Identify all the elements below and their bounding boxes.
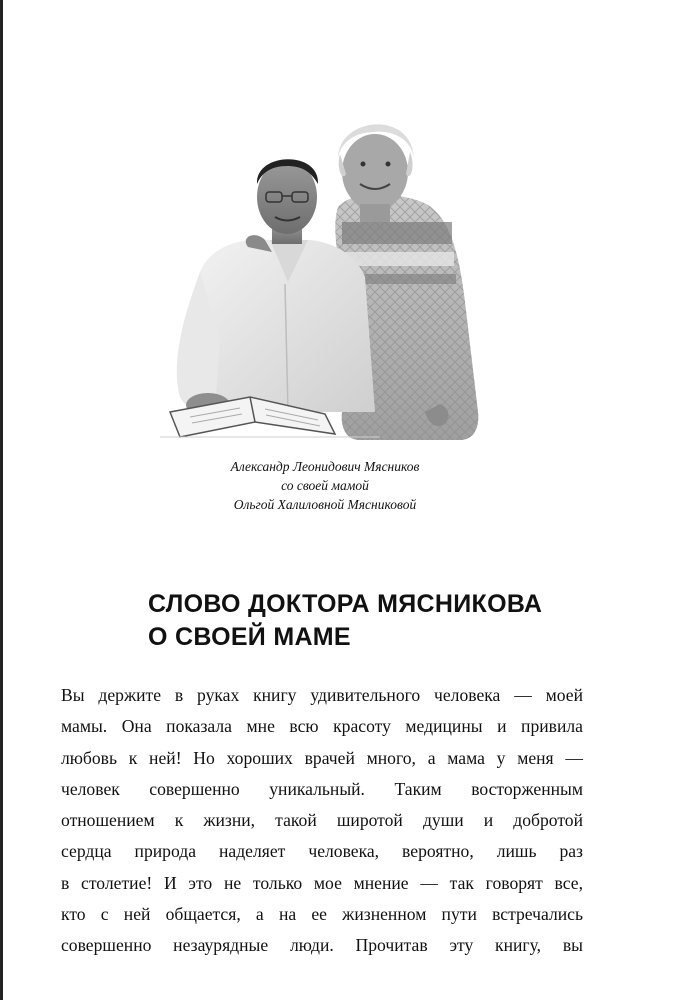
body-line: человек совершенно уникальный. Таким восторженным <box>61 778 583 799</box>
body-line: кто с ней общается, а на ее жизненном пути встречались <box>61 904 583 925</box>
chapter-heading <box>148 588 618 654</box>
body-line: любовь к ней! Но хороших врачей много, а мама у меня — <box>61 747 583 768</box>
portrait-photo-icon <box>160 112 490 442</box>
body-line: сердца природа наделяет человека, вероятно, лишь раз <box>61 841 583 862</box>
heading-line: СЛОВО ДОКТОРА МЯСНИКОВА <box>148 590 543 618</box>
caption-line: Александр Леонидович Мясников <box>230 459 420 474</box>
photo-caption <box>160 457 490 514</box>
page-edge <box>0 0 3 1000</box>
man-figure <box>177 159 375 417</box>
body-line: Вы держите в руках книгу удивительного человека — моей <box>61 685 583 705</box>
body-line: в столетие! И это не только мое мнение — так говорят все, <box>61 872 583 893</box>
body-line: совершенно незаурядные люди. Прочитав эту книгу, вы <box>61 935 583 956</box>
caption-line: со своей мамой <box>281 478 369 493</box>
body-line: отношением к жизни, такой широтой души и добротой <box>61 810 583 831</box>
body-paragraph <box>61 680 583 962</box>
body-line: мамы. Она показала мне всю красоту медицины и привила <box>61 716 583 737</box>
portrait-photo <box>160 112 490 442</box>
caption-line: Ольгой Халиловной Мясниковой <box>233 497 417 512</box>
heading-line: О СВОЕЙ МАМЕ <box>148 623 351 651</box>
